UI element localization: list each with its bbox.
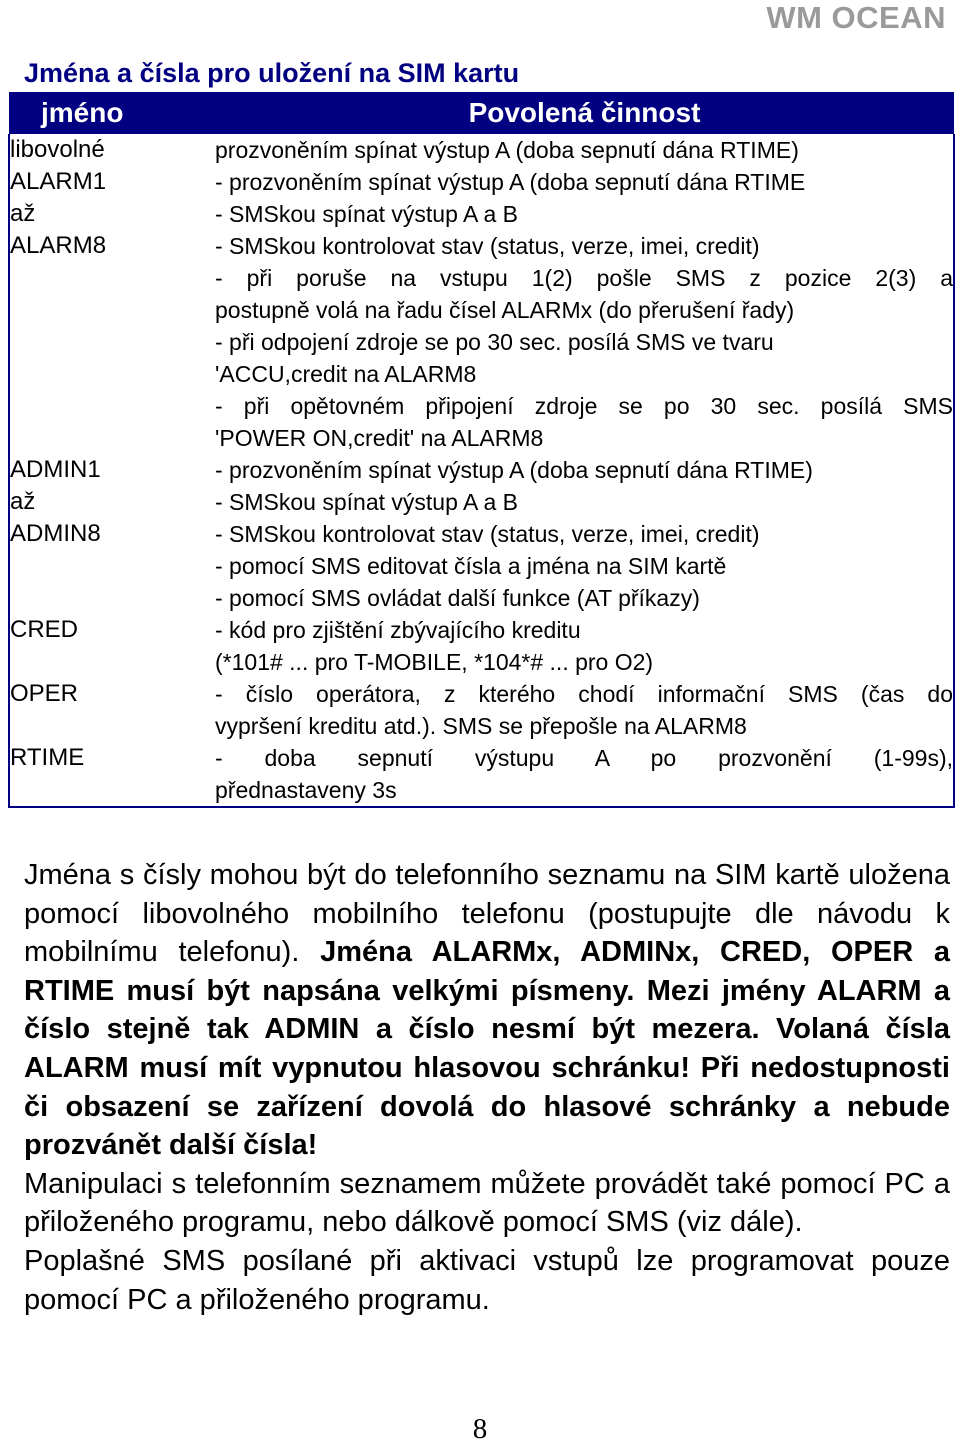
paragraph-text: Manipulaci s telefonním seznamem můžete provádět také pomocí PC a přiloženého programu, nebo dálkově pomocí SMS (viz dále).: [24, 1167, 950, 1239]
activity-line: - pomocí SMS editovat čísla a jména na SIM kartě: [215, 553, 727, 579]
table-row: [9, 134, 954, 166]
section-title: Jména a čísla pro uložení na SIM kartu: [24, 58, 520, 88]
name-line: ALARM8: [10, 232, 107, 259]
activity-line: - při odpojení zdroje se po 30 sec. posílá SMS ve tvaru: [215, 329, 774, 355]
paragraph-bold-text: Jména ALARMx, ADMINx, CRED, OPER a RTIME musí být napsána velkými písmeny. Mezi jmény ALARM a číslo stejně tak ADMIN a číslo nesmí být mezera. Volaná čísla ALARM musí mít vypnutou hlasovou schránku! Při nedostupnosti či obsazení se zařízení dovolá do hlasové schránky a nebude prozvánět další čísla!: [24, 936, 950, 1162]
name-line: ADMIN8: [10, 520, 101, 547]
cell-activity: [215, 614, 954, 678]
activity-line: - prozvoněním spínat výstup A (doba sepnutí dána RTIME: [215, 169, 806, 195]
activity-line: vypršení kreditu atd.). SMS se přepošle na ALARM8: [215, 713, 747, 739]
activity-line: - SMSkou spínat výstup A a B: [215, 489, 518, 515]
table-row: [9, 678, 954, 742]
activity-line: - SMSkou kontrolovat stav (status, verze, imei, credit): [215, 521, 760, 547]
activity-line: - SMSkou kontrolovat stav (status, verze, imei, credit): [215, 233, 760, 259]
activity-line: 'ACCU,credit na ALARM8: [215, 361, 477, 387]
name-line: OPER: [10, 680, 79, 707]
activity-line: - doba sepnutí výstupu A po prozvonění (1-99s),: [215, 745, 953, 771]
sim-names-table: [8, 92, 955, 808]
activity-line: - pomocí SMS ovládat další funkce (AT příkazy): [215, 585, 700, 611]
cell-activity: [215, 166, 954, 454]
body-text: [24, 856, 950, 1319]
cell-name: [9, 614, 215, 678]
cell-activity: [215, 678, 954, 742]
cell-name: [9, 166, 215, 454]
name-line: CRED: [10, 616, 79, 643]
table-row: [9, 614, 954, 678]
activity-line: - číslo operátora, z kterého chodí informační SMS (čas do: [215, 681, 953, 707]
table-row: [9, 742, 954, 807]
paragraph: [24, 1165, 950, 1242]
name-line: ALARM1: [10, 168, 107, 195]
cell-activity: [215, 742, 954, 807]
cell-name: [9, 678, 215, 742]
cell-activity: [215, 134, 954, 166]
paragraph: [24, 856, 950, 1165]
activity-line: - SMSkou spínat výstup A a B: [215, 201, 518, 227]
activity-line: - prozvoněním spínat výstup A (doba sepnutí dána RTIME): [215, 457, 813, 483]
header-activity: Povolená činnost: [215, 92, 954, 134]
activity-line: přednastaveny 3s: [215, 777, 397, 803]
name-line: až: [10, 488, 36, 515]
activity-line: - kód pro zjištění zbývajícího kreditu: [215, 617, 581, 643]
activity-line: prozvoněním spínat výstup A (doba sepnutí dána RTIME): [215, 137, 799, 163]
paragraph-text: Jména s čísly mohou být do telefonního seznamu na SIM kartě uložena pomocí libovolného mobilního telefonu (postupujte dle návodu k mobilnímu telefonu).: [24, 859, 950, 969]
paragraph-text: Poplašné SMS posílané při aktivaci vstupů lze programovat pouze pomocí PC a přiloženého programu.: [24, 1244, 950, 1316]
name-line: RTIME: [10, 744, 85, 771]
table-row: [9, 166, 954, 454]
page-number: 8: [472, 1413, 488, 1445]
header-name: jméno: [9, 92, 215, 134]
activity-line: - při opětovném připojení zdroje se po 30 sec. posílá SMS: [215, 393, 953, 419]
activity-line: - při poruše na vstupu 1(2) pošle SMS z pozice 2(3) a: [215, 265, 953, 291]
activity-line: postupně volá na řadu čísel ALARMx (do přerušení řady): [215, 297, 795, 323]
brand-logo: WM OCEAN: [766, 0, 946, 35]
name-line: ADMIN1: [10, 456, 101, 483]
cell-name: [9, 742, 215, 807]
activity-line: 'POWER ON,credit' na ALARM8: [215, 425, 544, 451]
table-body: [9, 134, 954, 807]
cell-name: [9, 454, 215, 614]
table-row: [9, 454, 954, 614]
cell-activity: [215, 454, 954, 614]
paragraph: [24, 1242, 950, 1319]
name-line: libovolné: [10, 136, 105, 163]
activity-line: (*101# ... pro T-MOBILE, *104*# ... pro O2): [215, 649, 654, 675]
name-line: až: [10, 200, 36, 227]
table-header: [9, 92, 954, 134]
cell-name: [9, 134, 215, 166]
